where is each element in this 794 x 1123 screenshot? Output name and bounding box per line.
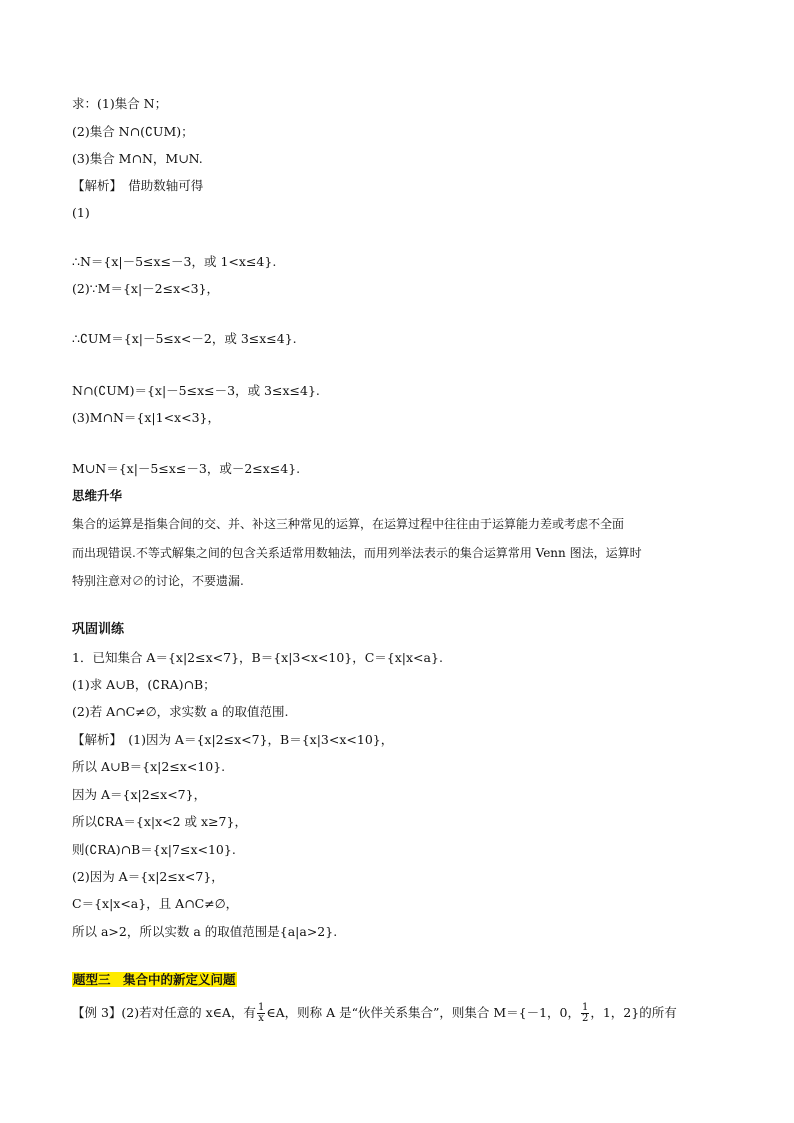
practice-solution-1: 【解析】 (1)因为 A＝{x|2≤x<7}，B＝{x|3<x<10}， bbox=[72, 732, 394, 747]
solution-complement-m: ∴∁UM＝{x|－5≤x<－2，或 3≤x≤4}. bbox=[72, 331, 297, 346]
practice-solution-8: 所以 a>2，所以实数 a 的取值范围是{a|a>2}. bbox=[72, 924, 338, 939]
summary-text-1: 集合的运算是指集合间的交、并、补这三种常见的运算，在运算过程中往往由于运算能力差或考虑不全面 bbox=[72, 517, 625, 531]
question-part-2: (2)集合 N∩(∁UM)； bbox=[72, 124, 194, 139]
practice-solution-6: (2)因为 A＝{x|2≤x<7}， bbox=[72, 869, 224, 884]
section-heading-row bbox=[72, 972, 237, 988]
summary-text-2: 而出现错误.不等式解集之间的包含关系适常用数轴法，而用列举法表示的集合运算常用 Venn 图法，运算时 bbox=[72, 546, 642, 560]
practice-solution-5: 则(∁RA)∩B＝{x|7≤x<10}. bbox=[72, 842, 236, 857]
fraction-numerator: 1 bbox=[581, 1002, 589, 1013]
solution-part-1: (1) bbox=[72, 205, 90, 220]
fraction-one-over-x bbox=[257, 1003, 265, 1024]
solution-line-n: ∴N＝{x|－5≤x≤－3，或 1<x≤4}. bbox=[72, 254, 277, 269]
example-prefix: 【例 3】(2)若对任意的 x∈A，有 bbox=[72, 1005, 256, 1020]
summary-text-3: 特别注意对∅的讨论，不要遗漏. bbox=[72, 574, 244, 588]
example-question bbox=[72, 1000, 677, 1026]
solution-union: M∪N＝{x|－5≤x≤－3，或－2≤x≤4}. bbox=[72, 461, 301, 476]
fraction-denominator: x bbox=[258, 1013, 264, 1024]
example-mid: ∈A，则称 A 是“伙伴关系集合”，则集合 M＝{－1，0， bbox=[266, 1005, 580, 1020]
practice-part-1: (1)求 A∪B，(∁RA)∩B； bbox=[72, 677, 216, 692]
solution-label: 【解析】 借助数轴可得 bbox=[72, 178, 204, 193]
practice-solution-7: C＝{x|x<a}，且 A∩C≠∅， bbox=[72, 896, 239, 911]
summary-heading: 思维升华 bbox=[72, 488, 123, 503]
practice-heading: 巩固训练 bbox=[72, 622, 125, 637]
section-heading: 题型三 集合中的新定义问题 bbox=[73, 972, 236, 987]
fraction-numerator: 1 bbox=[257, 1002, 265, 1013]
practice-part-2: (2)若 A∩C≠∅，求实数 a 的取值范围. bbox=[72, 704, 289, 719]
fraction-one-half bbox=[581, 1003, 589, 1024]
practice-solution-4: 所以∁RA＝{x|x<2 或 x≥7}， bbox=[72, 814, 247, 829]
practice-question: 1．已知集合 A＝{x|2≤x<7}，B＝{x|3<x<10}，C＝{x|x<a}. bbox=[72, 650, 443, 665]
solution-part-3: (3)M∩N＝{x|1<x<3}， bbox=[72, 410, 220, 425]
solution-part-2: (2)∵M＝{x|－2≤x<3}， bbox=[72, 281, 220, 296]
solution-intersection: N∩(∁UM)＝{x|－5≤x≤－3，或 3≤x≤4}. bbox=[72, 383, 320, 398]
practice-solution-2: 所以 A∪B＝{x|2≤x<10}. bbox=[72, 759, 226, 774]
example-suffix: ，1，2}的所有 bbox=[590, 1005, 677, 1020]
practice-solution-3: 因为 A＝{x|2≤x<7}， bbox=[72, 787, 207, 802]
question-part-3: (3)集合 M∩N，M∪N. bbox=[72, 151, 203, 166]
question-intro: 求：(1)集合 N； bbox=[72, 96, 168, 111]
fraction-denominator: 2 bbox=[581, 1013, 589, 1024]
